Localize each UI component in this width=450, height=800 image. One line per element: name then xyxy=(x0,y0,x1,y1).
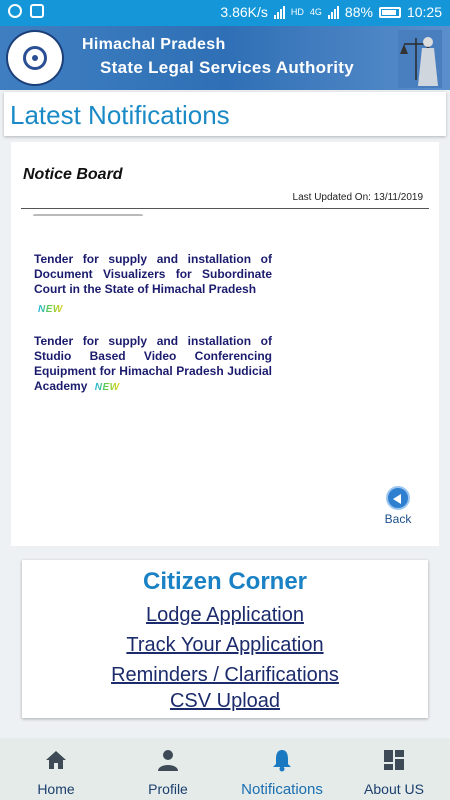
back-label[interactable]: Back xyxy=(384,512,412,526)
divider xyxy=(21,208,429,209)
nav-label: About US xyxy=(364,781,424,797)
nav-label: Home xyxy=(37,781,75,797)
network-speed: 3.86K/s xyxy=(220,4,268,20)
notice-text[interactable]: Tender for supply and installation of Studio Based Video Conferencing Equipment for Himachal Pradesh Judicial Academy xyxy=(34,334,272,393)
back-button[interactable] xyxy=(383,486,413,526)
hd-indicator: HD xyxy=(290,7,304,17)
grid-icon xyxy=(382,748,406,772)
notice-board-title: Notice Board xyxy=(23,166,123,183)
last-updated: Last Updated On: 13/11/2019 xyxy=(292,192,423,203)
page-header xyxy=(4,92,446,136)
nav-about-us[interactable] xyxy=(356,738,432,800)
notice-item[interactable] xyxy=(34,334,272,395)
csv-upload-link[interactable]: CSV Upload xyxy=(169,690,281,712)
bell-icon xyxy=(270,748,294,772)
whatsapp-icon xyxy=(8,4,22,18)
back-arrow-icon[interactable] xyxy=(386,486,410,510)
signal-icon xyxy=(274,5,285,19)
status-bar xyxy=(0,0,450,26)
nav-notifications[interactable] xyxy=(232,738,332,800)
image-icon xyxy=(30,4,44,18)
lady-justice-icon xyxy=(398,30,442,88)
notice-item[interactable] xyxy=(34,252,272,317)
new-badge: NEW xyxy=(38,304,63,315)
nav-label: Profile xyxy=(148,781,188,797)
notice-board xyxy=(11,142,439,546)
citizen-corner-title: Citizen Corner xyxy=(142,568,307,595)
nav-home[interactable] xyxy=(18,738,94,800)
new-badge: NEW xyxy=(94,382,120,393)
person-icon xyxy=(156,748,180,772)
lodge-application-link[interactable]: Lodge Application xyxy=(146,604,304,626)
battery-percent: 88% xyxy=(344,4,373,20)
scrolled-text-fragment xyxy=(33,214,143,222)
battery-icon xyxy=(379,7,401,18)
citizen-corner xyxy=(22,560,428,718)
home-icon xyxy=(44,748,68,772)
page-title: Latest Notifications xyxy=(10,100,230,130)
bottom-navigation xyxy=(0,738,450,800)
track-application-link[interactable]: Track Your Application xyxy=(126,634,324,656)
4g-indicator: 4G xyxy=(309,7,322,17)
slsa-emblem-logo xyxy=(6,30,64,86)
banner-title-line2: State Legal Services Authority xyxy=(100,58,355,77)
signal-icon-2 xyxy=(328,5,339,19)
reminders-clarifications-link[interactable]: Reminders / Clarifications xyxy=(111,664,339,686)
notice-text[interactable]: Tender for supply and installation of Document Visualizers for Subordinate Court in the State of Himachal Pradesh xyxy=(34,252,272,296)
nav-label: Notifications xyxy=(241,781,323,798)
clock: 10:25 xyxy=(406,4,442,20)
banner-title-line1: Himachal Pradesh xyxy=(82,36,226,53)
app-banner xyxy=(0,26,450,90)
nav-profile[interactable] xyxy=(130,738,206,800)
